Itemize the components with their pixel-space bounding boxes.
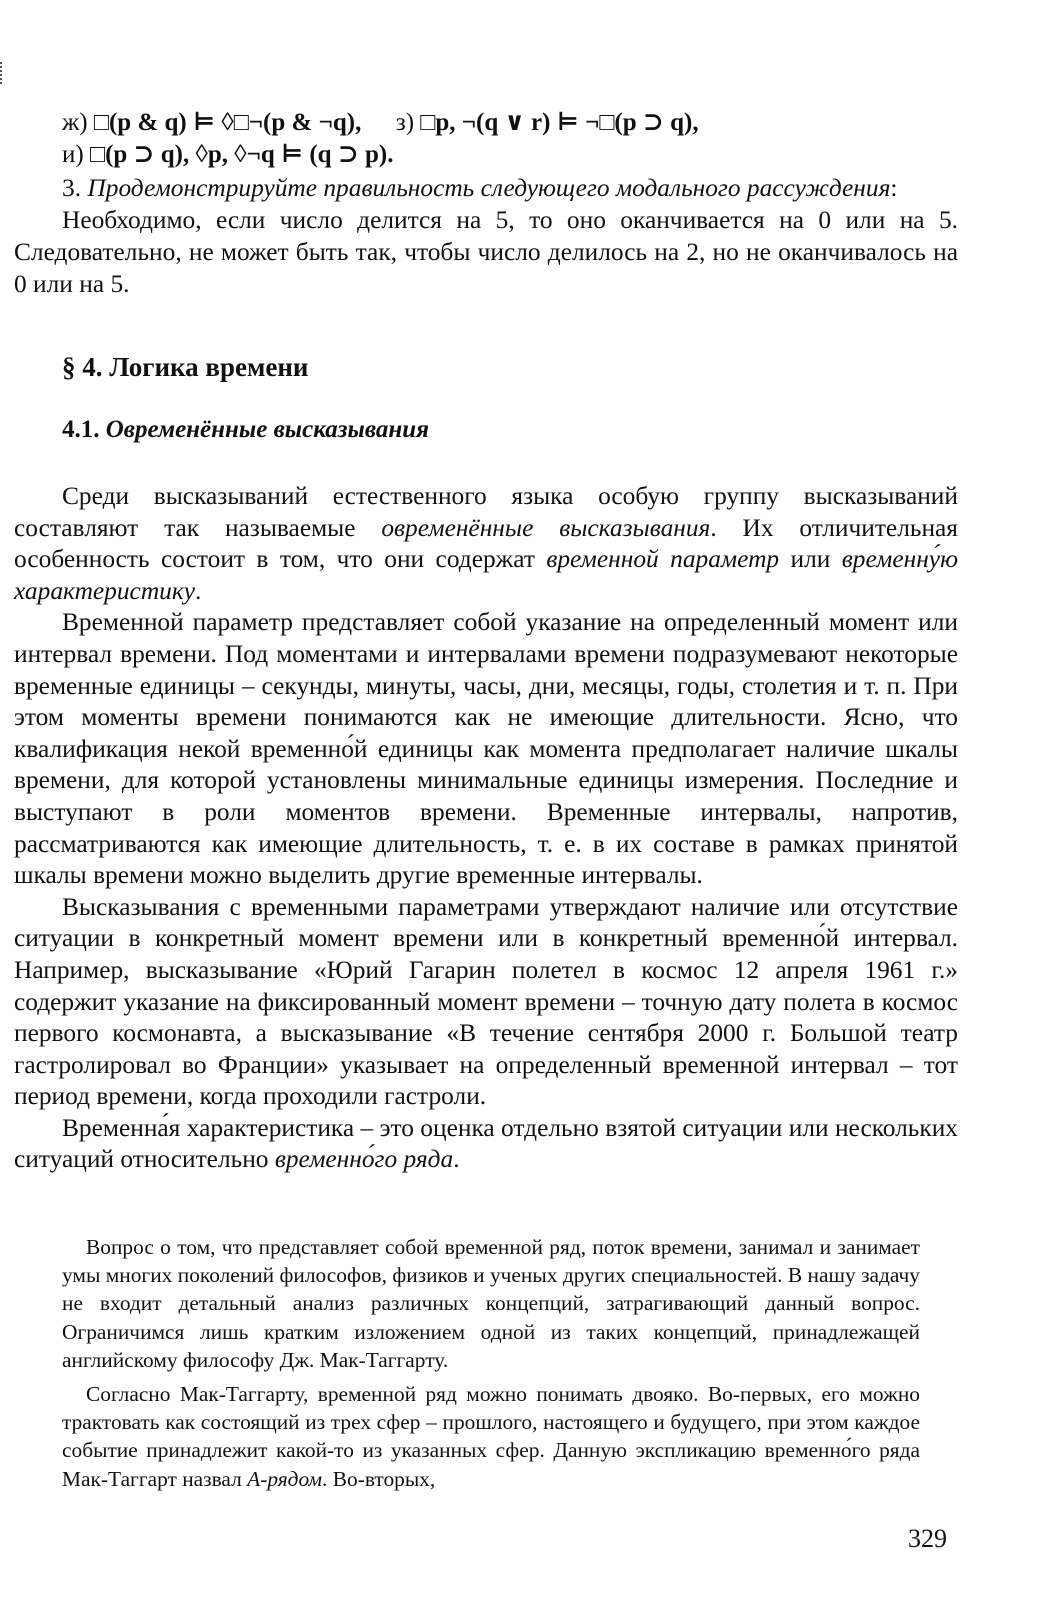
subsection-number: 4.1.	[62, 416, 100, 443]
p1-text-e: или	[779, 545, 842, 574]
paragraph-3: Высказывания с временными параметрами утверждают наличие или отсутствие ситуации в конкретный момент времени или в конкретный временно́й интервал. Например, высказывание «Юрий Гагарин полетел в космос 12 апреля 1961 г.» содержит указание на фиксированный момент времени – точную дату полета в космос первого космонавта, а высказывание «В течение сентября 2000 г. Большой театр гастролировал во Франции» указывает на определенный временной интервал – тот период времени, когда проходили гастроли.	[14, 892, 958, 1111]
task-number: 3.	[62, 174, 82, 202]
page-number: 329	[908, 1524, 947, 1553]
small-paragraph-2	[62, 1380, 920, 1493]
s2-term: А-рядом	[247, 1466, 323, 1491]
formula-i: □(p ⊃ q), ◊p, ◊¬q ⊨ (q ⊃ p).	[89, 141, 394, 168]
formula-z: □p, ¬(q ∨ r) ⊨ ¬□(p ⊃ q),	[420, 109, 699, 136]
section-heading: § 4. Логика времени	[62, 352, 309, 382]
margin-scan-mark	[0, 62, 6, 84]
formula-label-z: з)	[395, 109, 415, 136]
small-print-text	[62, 1233, 920, 1493]
p4-term: временно́го ряда	[274, 1145, 454, 1174]
p1-text-a: Среди высказываний естественного языка особую группу высказываний составляют так называемые	[14, 482, 958, 542]
p1-text-c: . Их отличительная особенность состоит в том, что они содержат	[14, 513, 958, 574]
p1-term-3: временну́ю характеристику	[14, 545, 958, 605]
formula-line-2	[62, 139, 699, 171]
task-3-instruction	[14, 172, 958, 204]
s2-text-c: . Во-вторых,	[322, 1466, 436, 1491]
p1-term-2: временной параметр	[546, 545, 780, 574]
paragraph-2: Временной параметр представляет собой указание на определенный момент или интервал времени. Под моментами и интервалами времени подразумевают некоторые временные единицы – секунды, минуты, часы, дни, месяцы, годы, столетия и т. п. При этом моменты времени понимаются как не имеющие длительности. Ясно, что квалификация некой временно́й единицы как момента предполагает наличие шкалы времени, для которой установлены минимальные единицы измерения. Последние и выступают в роли моментов времени. Временные интервалы, напротив, рассматриваются как имеющие длительность, т. е. в их составе в рамках принятой шкалы времени можно выделить другие временные интервалы.	[14, 608, 958, 890]
formula-line-1	[62, 107, 699, 139]
formula-label-i: и)	[62, 141, 84, 168]
task-3	[14, 172, 958, 300]
task-3-text: Необходимо, если число делится на 5, то оно оканчивается на 0 или на 5. Следовательно, не может быть так, чтобы число делилось на 2, но не оканчивалось на 0 или на 5.	[14, 206, 958, 298]
formula-label-zh: ж)	[62, 109, 88, 136]
subsection-title: Овременённые высказывания	[105, 416, 430, 443]
formula-zh: □(p & q) ⊨ ◊□¬(p & ¬q),	[93, 109, 362, 136]
p4-text-c: .	[453, 1145, 460, 1174]
s2-text-a: Согласно Мак-Таггарту, временной ряд можно понимать двояко. Во-первых, его можно трактовать как состоящий из трех сфер – прошлого, настоящего и будущего, при этом каждое событие принадлежит какой-то из указанных сфер. Данную экспликацию временно́го ряда Мак-Таггарт назвал	[62, 1382, 920, 1491]
subsection-heading	[62, 416, 429, 444]
exercise-formulas	[62, 107, 699, 171]
p4-text-a: Временна́я характеристика – это оценка отдельно взятой ситуации или нескольких ситуаций относительно	[14, 1113, 958, 1174]
p1-term-1: овременённые высказывания	[381, 513, 711, 542]
paragraph-4	[14, 1113, 958, 1176]
paragraph-1	[14, 481, 958, 607]
p1-text-g: .	[195, 576, 202, 605]
task-colon: :	[890, 174, 898, 202]
small-paragraph-1: Вопрос о том, что представляет собой временной ряд, поток времени, занимал и занимает умы многих поколений философов, физиков и ученых других специальностей. В нашу задачу не входит детальный анализ различных концепций, затрагивающий данный вопрос. Ограничимся лишь кратким изложением одной из таких концепций, принадлежащей английскому философу Дж. Мак-Таггарту.	[62, 1235, 920, 1372]
main-text	[14, 481, 958, 1176]
task-instruction: Продемонстрируйте правильность следующего модального рассуждения	[87, 174, 891, 202]
